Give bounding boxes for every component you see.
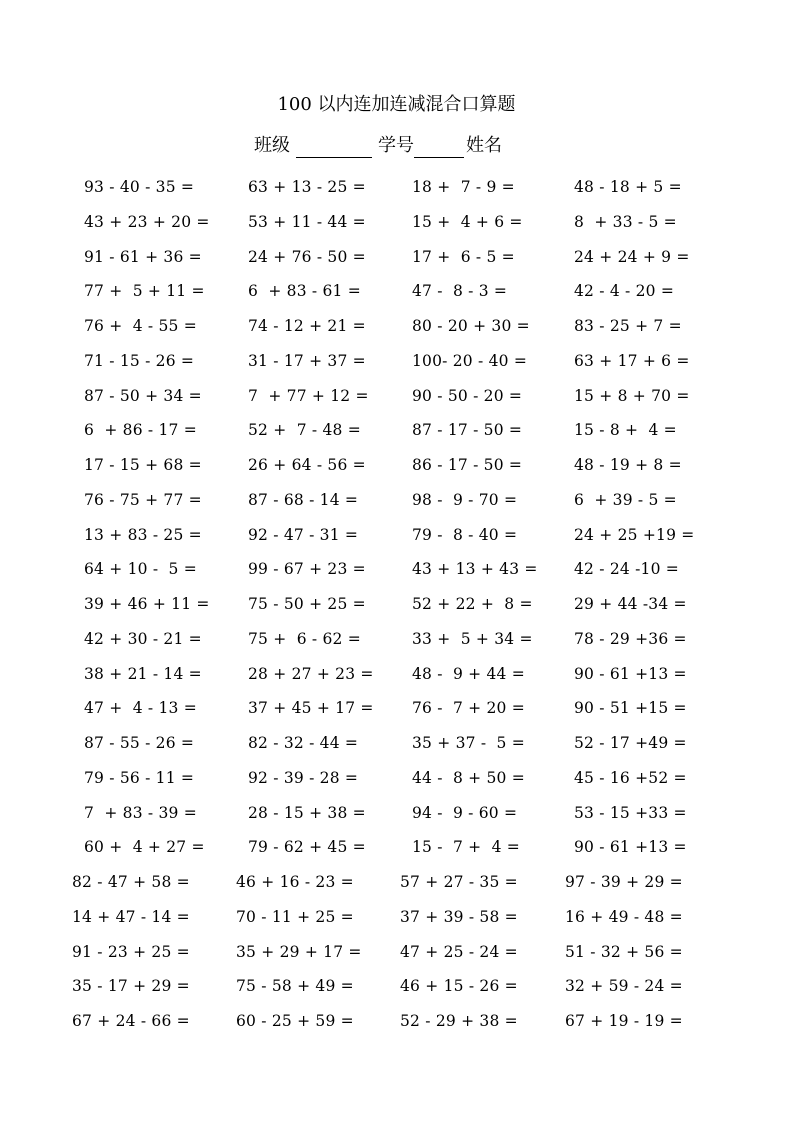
arithmetic-problem: 97 - 39 + 29 = bbox=[565, 873, 683, 891]
arithmetic-problem: 93 - 40 - 35 = bbox=[84, 178, 195, 196]
worksheet-title: 100 以内连加连减混合口算题 bbox=[277, 94, 516, 115]
class-label: 班级 bbox=[254, 135, 290, 156]
arithmetic-problem: 35 + 29 + 17 = bbox=[236, 942, 362, 961]
arithmetic-problem: 24 + 76 - 50 = bbox=[248, 247, 366, 266]
arithmetic-problem: 70 - 11 + 25 = bbox=[236, 907, 354, 926]
arithmetic-problem: 37 + 39 - 58 = bbox=[400, 907, 518, 926]
arithmetic-problem: 75 - 50 + 25 = bbox=[248, 595, 366, 613]
arithmetic-problem: 47 + 4 - 13 = bbox=[84, 699, 197, 718]
arithmetic-problem: 79 - 62 + 45 = bbox=[248, 838, 366, 857]
arithmetic-problem: 15 + 4 + 6 = bbox=[412, 212, 523, 231]
arithmetic-problem: 13 + 83 - 25 = bbox=[84, 525, 202, 544]
arithmetic-problem: 76 - 7 + 20 = bbox=[412, 699, 525, 718]
arithmetic-problem: 60 + 4 + 27 = bbox=[84, 838, 205, 857]
arithmetic-problem: 67 + 19 - 19 = bbox=[565, 1012, 683, 1030]
arithmetic-problem: 63 + 17 + 6 = bbox=[574, 351, 690, 370]
arithmetic-problem: 35 - 17 + 29 = bbox=[72, 977, 190, 996]
arithmetic-problem: 94 - 9 - 60 = bbox=[412, 803, 518, 822]
arithmetic-problem: 32 + 59 - 24 = bbox=[565, 977, 683, 996]
arithmetic-problem: 75 - 58 + 49 = bbox=[236, 977, 354, 996]
arithmetic-problem: 46 + 15 - 26 = bbox=[400, 977, 518, 996]
arithmetic-problem: 90 - 61 +13 = bbox=[574, 664, 687, 683]
arithmetic-problem: 15 - 7 + 4 = bbox=[412, 838, 520, 857]
arithmetic-problem: 87 - 68 - 14 = bbox=[248, 490, 359, 509]
number-label: 学号 bbox=[378, 135, 414, 156]
arithmetic-problem: 52 + 22 + 8 = bbox=[412, 595, 533, 613]
arithmetic-problem: 92 - 47 - 31 = bbox=[248, 525, 359, 544]
arithmetic-problem: 52 - 29 + 38 = bbox=[400, 1012, 518, 1030]
arithmetic-problem: 91 - 61 + 36 = bbox=[84, 247, 202, 266]
arithmetic-problem: 24 + 24 + 9 = bbox=[574, 247, 690, 266]
arithmetic-problem: 98 - 9 - 70 = bbox=[412, 490, 518, 509]
arithmetic-problem: 8 + 33 - 5 = bbox=[574, 212, 677, 231]
arithmetic-problem: 39 + 46 + 11 = bbox=[84, 595, 210, 613]
arithmetic-problem: 6 + 86 - 17 = bbox=[84, 421, 197, 440]
arithmetic-problem: 63 + 13 - 25 = bbox=[248, 178, 366, 196]
arithmetic-problem: 42 + 30 - 21 = bbox=[84, 629, 202, 648]
arithmetic-problem: 18 + 7 - 9 = bbox=[412, 178, 515, 196]
arithmetic-problem: 28 - 15 + 38 = bbox=[248, 803, 366, 822]
arithmetic-problem: 16 + 49 - 48 = bbox=[565, 907, 683, 926]
arithmetic-problem: 6 + 39 - 5 = bbox=[574, 490, 677, 509]
arithmetic-problem: 15 + 8 + 70 = bbox=[574, 386, 690, 405]
name-label: 姓名 bbox=[466, 135, 502, 156]
arithmetic-problem: 90 - 51 +15 = bbox=[574, 699, 687, 718]
arithmetic-problem: 7 + 83 - 39 = bbox=[84, 803, 197, 822]
arithmetic-problem: 83 - 25 + 7 = bbox=[574, 317, 682, 335]
arithmetic-problem: 57 + 27 - 35 = bbox=[400, 873, 518, 891]
arithmetic-problem: 47 - 8 - 3 = bbox=[412, 282, 508, 301]
arithmetic-problem: 99 - 67 + 23 = bbox=[248, 560, 366, 579]
arithmetic-problem: 82 - 47 + 58 = bbox=[72, 873, 190, 891]
arithmetic-problem: 86 - 17 - 50 = bbox=[412, 456, 523, 474]
arithmetic-problem: 82 - 32 - 44 = bbox=[248, 734, 359, 752]
arithmetic-problem: 74 - 12 + 21 = bbox=[248, 317, 366, 335]
arithmetic-problem: 48 - 18 + 5 = bbox=[574, 178, 682, 196]
arithmetic-problem: 7 + 77 + 12 = bbox=[248, 386, 369, 405]
arithmetic-problem: 79 - 8 - 40 = bbox=[412, 525, 518, 544]
arithmetic-problem: 31 - 17 + 37 = bbox=[248, 351, 366, 370]
arithmetic-problem: 87 - 55 - 26 = bbox=[84, 734, 195, 752]
arithmetic-problem: 51 - 32 + 56 = bbox=[565, 942, 683, 961]
arithmetic-problem: 92 - 39 - 28 = bbox=[248, 768, 359, 787]
arithmetic-problem: 100- 20 - 40 = bbox=[412, 351, 528, 370]
arithmetic-problem: 80 - 20 + 30 = bbox=[412, 317, 530, 335]
arithmetic-problem: 76 + 4 - 55 = bbox=[84, 317, 197, 335]
arithmetic-problem: 42 - 24 -10 = bbox=[574, 560, 679, 579]
arithmetic-problem: 46 + 16 - 23 = bbox=[236, 873, 354, 891]
arithmetic-problem: 87 - 50 + 34 = bbox=[84, 386, 202, 405]
arithmetic-problem: 33 + 5 + 34 = bbox=[412, 629, 533, 648]
arithmetic-problem: 90 - 50 - 20 = bbox=[412, 386, 523, 405]
arithmetic-problem: 91 - 23 + 25 = bbox=[72, 942, 190, 961]
arithmetic-problem: 52 - 17 +49 = bbox=[574, 734, 687, 752]
arithmetic-problem: 44 - 8 + 50 = bbox=[412, 768, 525, 787]
arithmetic-problem: 37 + 45 + 17 = bbox=[248, 699, 374, 718]
arithmetic-problem: 17 + 6 - 5 = bbox=[412, 247, 515, 266]
arithmetic-problem: 35 + 37 - 5 = bbox=[412, 734, 525, 752]
arithmetic-problem: 53 - 15 +33 = bbox=[574, 803, 687, 822]
arithmetic-problem: 48 - 19 + 8 = bbox=[574, 456, 682, 474]
arithmetic-problem: 48 - 9 + 44 = bbox=[412, 664, 525, 683]
arithmetic-problem: 42 - 4 - 20 = bbox=[574, 282, 675, 301]
arithmetic-problem: 45 - 16 +52 = bbox=[574, 768, 687, 787]
arithmetic-problem: 75 + 6 - 62 = bbox=[248, 629, 361, 648]
arithmetic-problem: 24 + 25 +19 = bbox=[574, 525, 695, 544]
arithmetic-problem: 38 + 21 - 14 = bbox=[84, 664, 202, 683]
arithmetic-problem: 76 - 75 + 77 = bbox=[84, 490, 202, 509]
arithmetic-problem: 17 - 15 + 68 = bbox=[84, 456, 202, 474]
arithmetic-problem: 15 - 8 + 4 = bbox=[574, 421, 677, 440]
arithmetic-problem: 47 + 25 - 24 = bbox=[400, 942, 518, 961]
arithmetic-problem: 52 + 7 - 48 = bbox=[248, 421, 361, 440]
arithmetic-problem: 26 + 64 - 56 = bbox=[248, 456, 366, 474]
arithmetic-problem: 53 + 11 - 44 = bbox=[248, 212, 366, 231]
arithmetic-problem: 90 - 61 +13 = bbox=[574, 838, 687, 857]
arithmetic-problem: 43 + 23 + 20 = bbox=[84, 212, 210, 231]
arithmetic-problem: 64 + 10 - 5 = bbox=[84, 560, 197, 579]
arithmetic-problem: 6 + 83 - 61 = bbox=[248, 282, 361, 301]
arithmetic-problem: 77 + 5 + 11 = bbox=[84, 282, 205, 301]
arithmetic-problem: 67 + 24 - 66 = bbox=[72, 1012, 190, 1030]
arithmetic-problem: 71 - 15 - 26 = bbox=[84, 351, 195, 370]
arithmetic-problem: 43 + 13 + 43 = bbox=[412, 560, 538, 579]
arithmetic-problem: 87 - 17 - 50 = bbox=[412, 421, 523, 440]
arithmetic-problem: 14 + 47 - 14 = bbox=[72, 907, 190, 926]
arithmetic-problem: 28 + 27 + 23 = bbox=[248, 664, 374, 683]
arithmetic-problem: 29 + 44 -34 = bbox=[574, 595, 687, 613]
arithmetic-problem: 78 - 29 +36 = bbox=[574, 629, 687, 648]
arithmetic-problem: 60 - 25 + 59 = bbox=[236, 1012, 354, 1030]
arithmetic-problem: 79 - 56 - 11 = bbox=[84, 768, 195, 787]
